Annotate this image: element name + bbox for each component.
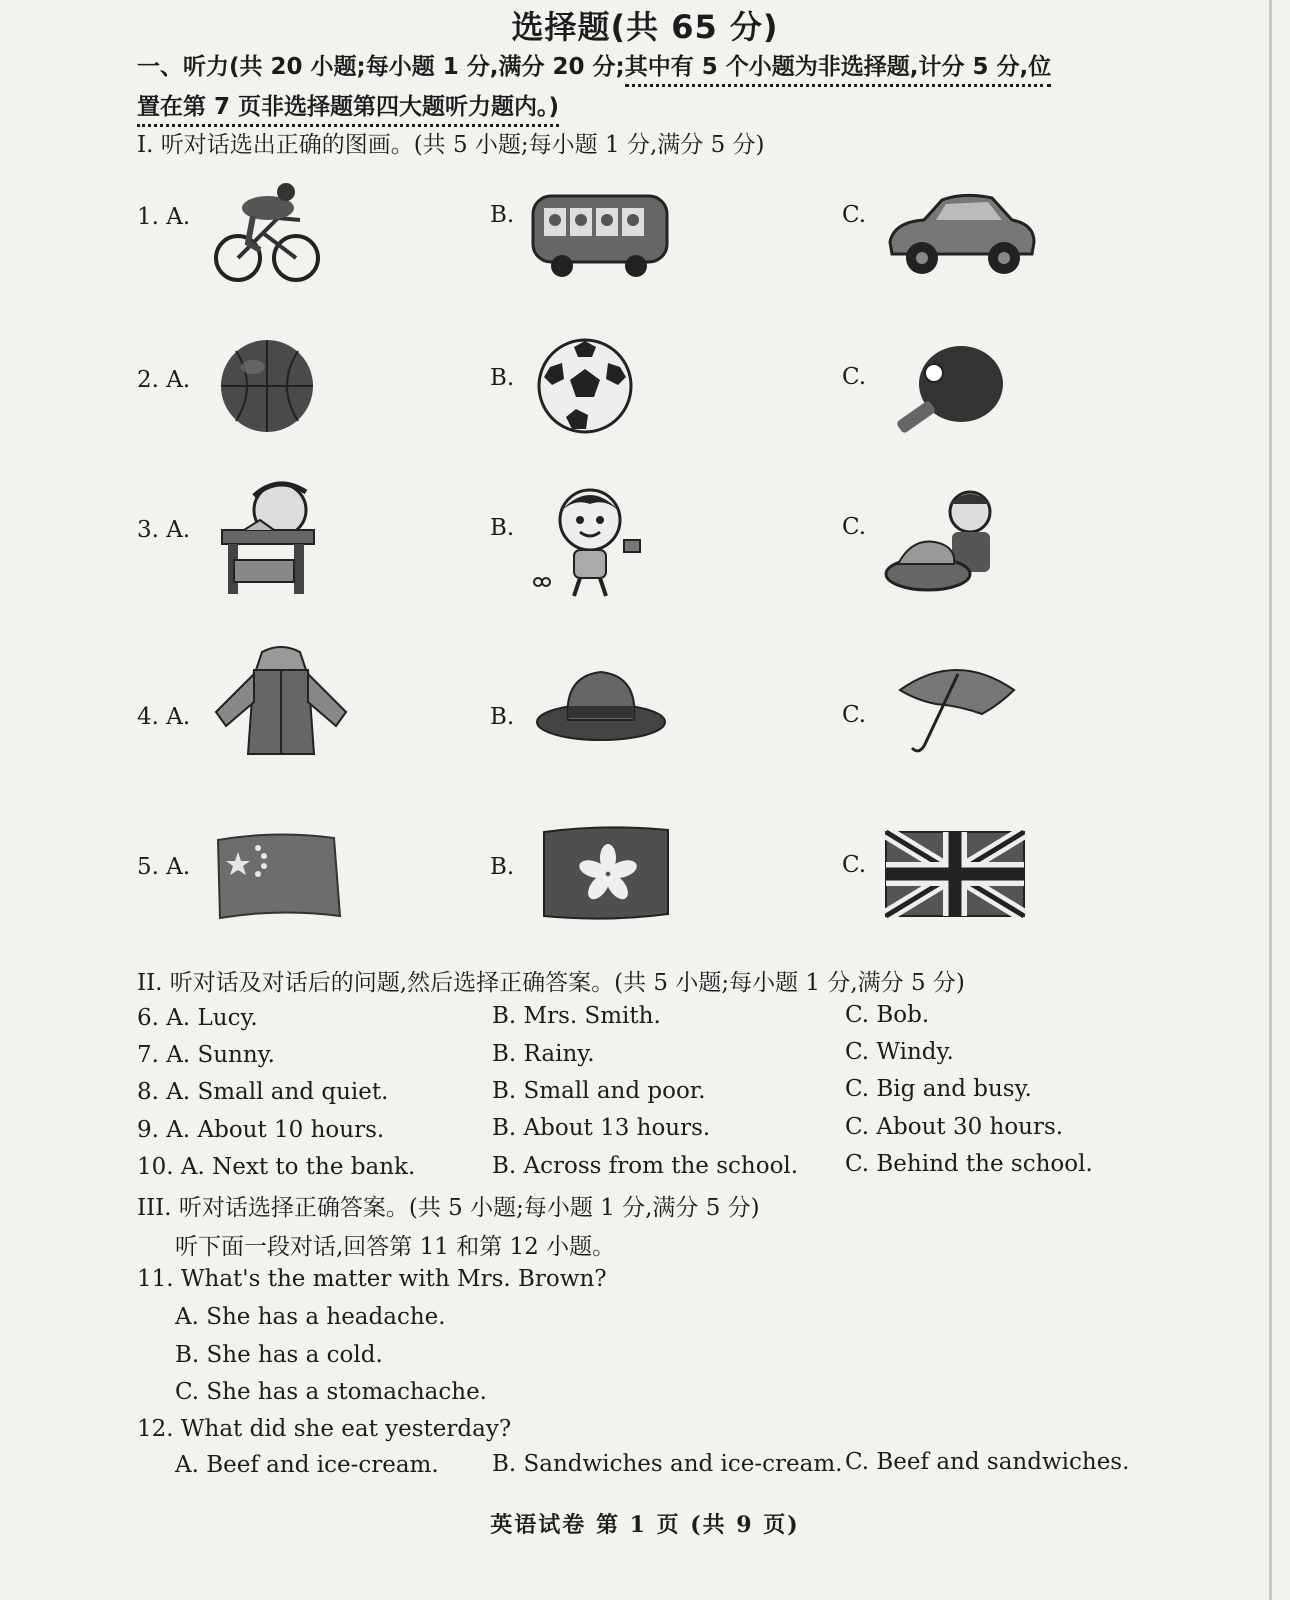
q2-label: 2. A.	[137, 367, 191, 393]
q1-c-label: C.	[842, 202, 867, 228]
q9-option-b: B. About 13 hours.	[492, 1115, 711, 1141]
coat-icon	[210, 646, 352, 758]
q8-option-c: C. Big and busy.	[845, 1076, 1032, 1102]
part2-heading: II. 听对话及对话后的问题,然后选择正确答案。(共 5 小题;每小题 1 分,满分 5 分)	[137, 970, 965, 996]
car-icon	[884, 192, 1039, 280]
ping-pong-paddle-icon	[886, 340, 1006, 438]
q12-option-a: A. Beef and ice-cream.	[175, 1452, 439, 1478]
basketball-icon	[218, 337, 316, 435]
q3-label: 3. A.	[137, 517, 191, 543]
q3-c-label: C.	[842, 514, 867, 540]
q7-option-b: B. Rainy.	[492, 1041, 595, 1067]
q9-option-a: 9. A. About 10 hours.	[137, 1117, 385, 1143]
q11-question: 11. What's the matter with Mrs. Brown?	[137, 1266, 607, 1292]
section-instructions-part-b: 其中有 5 个小题为非选择题,计分 5 分,位	[625, 54, 1052, 87]
hat-icon	[534, 666, 668, 744]
q1-label: 1. A.	[137, 204, 191, 230]
boy-studying-icon	[214, 470, 322, 602]
hong-kong-flag-icon	[540, 826, 672, 922]
china-flag-icon	[216, 830, 342, 922]
uk-flag-icon	[884, 830, 1026, 918]
q6-option-c: C. Bob.	[845, 1002, 930, 1028]
q2-b-label: B.	[490, 365, 515, 391]
q3-b-label: B.	[490, 515, 515, 541]
q12-option-c: C. Beef and sandwiches.	[845, 1449, 1130, 1475]
q4-b-label: B.	[490, 704, 515, 730]
q5-b-label: B.	[490, 854, 515, 880]
section-instructions-part-a: 一、听力(共 20 小题;每小题 1 分,满分 20 分;	[137, 54, 625, 80]
umbrella-icon	[896, 660, 1018, 758]
page-footer: 英语试卷 第 1 页 (共 9 页)	[490, 1512, 800, 1538]
q9-option-c: C. About 30 hours.	[845, 1114, 1064, 1140]
q7-option-a: 7. A. Sunny.	[137, 1042, 275, 1068]
q11-option-c: C. She has a stomachache.	[175, 1379, 487, 1405]
part3-intro: 听下面一段对话,回答第 11 和第 12 小题。	[175, 1234, 616, 1260]
q12-question: 12. What did she eat yesterday?	[137, 1416, 512, 1442]
q2-c-label: C.	[842, 364, 867, 390]
q11-option-b: B. She has a cold.	[175, 1342, 383, 1368]
q6-option-a: 6. A. Lucy.	[137, 1005, 258, 1031]
section-instructions-line1	[137, 48, 1051, 81]
page-title: 选择题(共 65 分)	[511, 8, 779, 46]
boy-playing-icon	[530, 482, 648, 600]
section-instructions-line2	[137, 88, 559, 121]
q7-option-c: C. Windy.	[845, 1039, 954, 1065]
soccer-ball-icon	[536, 337, 634, 435]
q8-option-a: 8. A. Small and quiet.	[137, 1079, 389, 1105]
q1-b-label: B.	[490, 202, 515, 228]
q11-option-a: A. She has a headache.	[175, 1304, 446, 1330]
school-bus-icon	[530, 190, 670, 282]
q4-label: 4. A.	[137, 704, 191, 730]
q10-option-b: B. Across from the school.	[492, 1153, 799, 1179]
q8-option-b: B. Small and poor.	[492, 1078, 706, 1104]
bicycle-rider-icon	[208, 178, 323, 286]
q4-c-label: C.	[842, 702, 867, 728]
q10-option-a: 10. A. Next to the bank.	[137, 1154, 416, 1180]
part3-heading: III. 听对话选择正确答案。(共 5 小题;每小题 1 分,满分 5 分)	[137, 1195, 760, 1221]
page-edge	[1269, 0, 1272, 1600]
q10-option-c: C. Behind the school.	[845, 1151, 1093, 1177]
q12-option-b: B. Sandwiches and ice-cream.	[492, 1451, 843, 1477]
section-instructions-line2-text: 置在第 7 页非选择题第四大题听力题内。)	[137, 94, 559, 127]
q5-c-label: C.	[842, 852, 867, 878]
boy-washing-clothes-icon	[884, 478, 1012, 596]
q5-label: 5. A.	[137, 854, 191, 880]
q6-option-b: B. Mrs. Smith.	[492, 1003, 661, 1029]
part1-heading: I. 听对话选出正确的图画。(共 5 小题;每小题 1 分,满分 5 分)	[137, 132, 765, 158]
